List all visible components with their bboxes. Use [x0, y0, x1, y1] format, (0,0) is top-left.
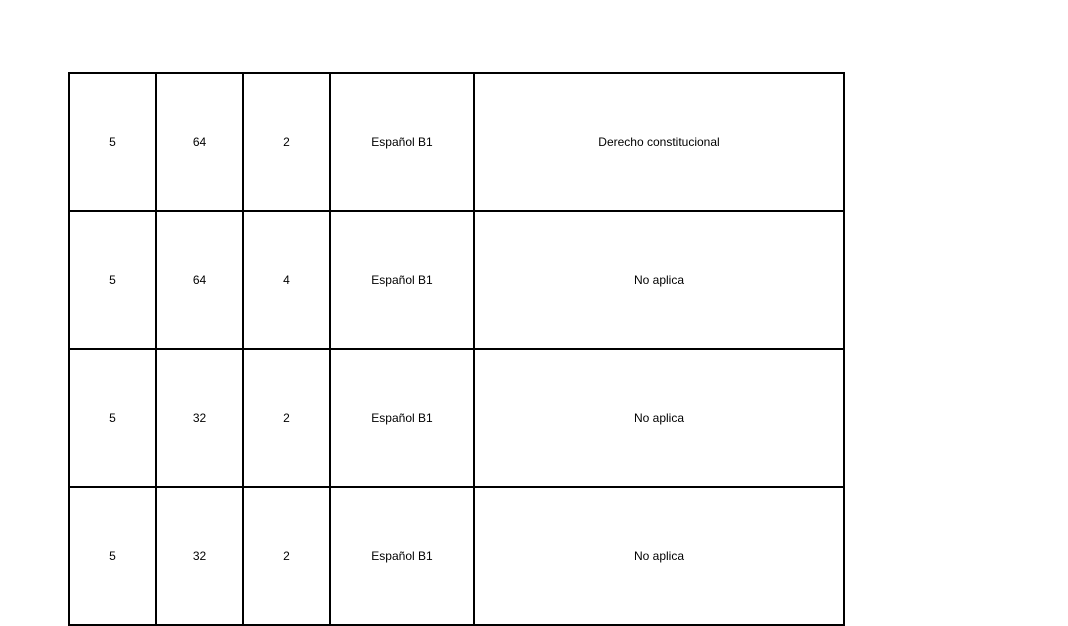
table-row — [69, 73, 844, 211]
table-row — [69, 211, 844, 349]
table-row — [69, 349, 844, 487]
table-cell: Derecho constitucional — [474, 73, 844, 211]
table-row — [69, 487, 844, 625]
table-cell: 4 — [243, 211, 330, 349]
data-table — [68, 72, 845, 626]
table-cell: Español B1 — [330, 73, 474, 211]
table-cell: 5 — [69, 73, 156, 211]
table-cell: 5 — [69, 487, 156, 625]
table-cell: 2 — [243, 73, 330, 211]
table-cell: 5 — [69, 211, 156, 349]
table-cell: 64 — [156, 211, 243, 349]
table-cell: 5 — [69, 349, 156, 487]
table-cell: No aplica — [474, 349, 844, 487]
table-cell: Español B1 — [330, 349, 474, 487]
table-cell: No aplica — [474, 487, 844, 625]
table-cell: Español B1 — [330, 211, 474, 349]
table-cell: 2 — [243, 349, 330, 487]
table-cell: 32 — [156, 487, 243, 625]
table-cell: 32 — [156, 349, 243, 487]
table-cell: 64 — [156, 73, 243, 211]
table-cell: No aplica — [474, 211, 844, 349]
table-cell: Español B1 — [330, 487, 474, 625]
table-cell: 2 — [243, 487, 330, 625]
